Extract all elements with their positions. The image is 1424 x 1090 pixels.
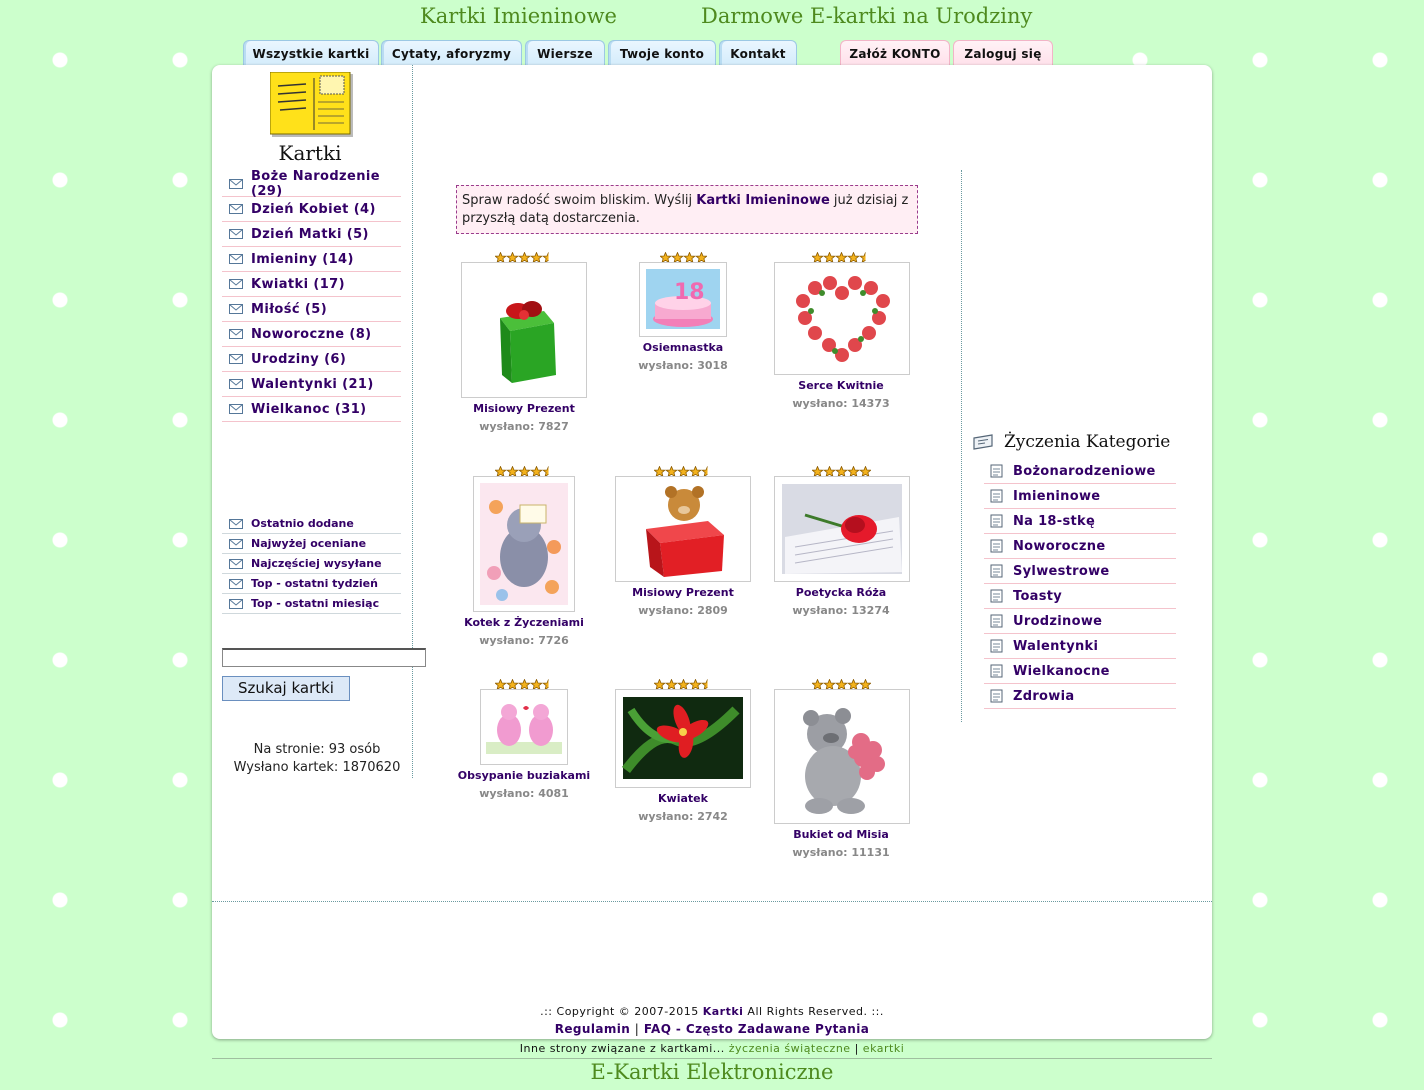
document-icon <box>990 564 1003 578</box>
ranking-item[interactable] <box>222 534 401 554</box>
star-icon <box>848 253 859 263</box>
footer-links <box>212 1022 1212 1036</box>
card-thumbnail[interactable] <box>615 689 751 788</box>
cat-card-image <box>474 477 574 611</box>
related-prefix: Inne strony związane z kartkami... <box>519 1042 725 1055</box>
star-icon <box>824 680 835 690</box>
star-icon <box>824 467 835 477</box>
tab-wiersze[interactable]: Wiersze <box>525 40 605 66</box>
related-separator: | <box>854 1042 859 1055</box>
envelope-icon <box>229 404 243 414</box>
ranking-label: Top - ostatni miesiąc <box>251 597 380 610</box>
star-icon <box>848 467 859 477</box>
footer-divider <box>212 901 1212 902</box>
card-thumbnail[interactable] <box>480 689 568 765</box>
category-item[interactable] <box>222 197 401 222</box>
card-title[interactable]: Osiemnastka <box>642 341 724 354</box>
wish-category-label: Bożonarodzeniowe <box>1013 463 1156 479</box>
copyright-brand-link[interactable]: Kartki <box>702 1005 744 1018</box>
ranking-label: Ostatnio dodane <box>251 517 354 530</box>
wish-category-item[interactable] <box>984 659 1176 684</box>
star-icon <box>812 467 823 477</box>
category-label: Kwiatki (17) <box>251 276 345 292</box>
bottom-title-link[interactable]: E-Kartki Elektroniczne <box>590 1060 834 1084</box>
intro-text-after: już dzisiaj z przyszłą datą dostarczenia. <box>462 193 909 226</box>
category-item[interactable] <box>222 272 401 297</box>
envelope-icon <box>229 379 243 389</box>
star-icon <box>848 680 859 690</box>
wish-category-label: Imieninowe <box>1013 488 1101 504</box>
star-icon <box>519 253 530 263</box>
rating-stars <box>812 248 871 259</box>
category-label: Walentynki (21) <box>251 376 374 392</box>
star-icon <box>678 680 689 690</box>
card-thumbnail[interactable] <box>774 262 910 375</box>
search-button[interactable]: Szukaj kartki <box>222 676 350 701</box>
intro-link[interactable]: Kartki Imieninowe <box>696 193 830 208</box>
main-nav <box>0 40 1424 66</box>
star-icon <box>836 680 847 690</box>
red-flower-image <box>616 690 750 787</box>
intro-text-before: Spraw radość swoim bliskim. Wyślij <box>462 193 697 208</box>
wish-category-item[interactable] <box>984 609 1176 634</box>
tab-zaloguj[interactable]: Zaloguj się <box>953 40 1053 66</box>
envelope-icon <box>229 599 243 609</box>
envelope-icon <box>229 559 243 569</box>
card-title[interactable]: Serce Kwitnie <box>798 379 884 392</box>
tab-zaloz-konto[interactable]: Załóż KONTO <box>840 40 950 66</box>
category-item[interactable] <box>222 397 401 422</box>
document-icon <box>990 589 1003 603</box>
star-icon <box>666 680 677 690</box>
star-icon <box>690 680 701 690</box>
envelope-icon <box>229 539 243 549</box>
category-item[interactable] <box>222 247 401 272</box>
star-icon <box>654 467 665 477</box>
star-icon <box>860 467 871 477</box>
intro-box <box>456 185 918 234</box>
star-icon <box>678 467 689 477</box>
left-sidebar <box>212 65 413 778</box>
star-icon <box>684 253 695 263</box>
star-icon <box>495 253 506 263</box>
star-icon <box>531 467 542 477</box>
sidebar-title: Kartki <box>278 141 342 165</box>
card-title[interactable]: Misiowy Prezent <box>473 402 575 415</box>
star-icon <box>507 680 518 690</box>
star-icon <box>507 253 518 263</box>
flower-heart-image <box>775 263 909 374</box>
copyright-after: All Rights Reserved. ::. <box>743 1005 884 1018</box>
card-title[interactable]: Poetycka Róża <box>795 586 887 599</box>
wish-category-label: Zdrowia <box>1013 688 1075 704</box>
card-sent-count: wysłano: 4081 <box>479 787 569 800</box>
envelope-icon <box>229 579 243 589</box>
category-item[interactable] <box>222 372 401 397</box>
star-icon <box>660 253 671 263</box>
star-icon <box>696 253 707 263</box>
envelope-icon <box>229 254 243 264</box>
category-label: Imieniny (14) <box>251 251 354 267</box>
card-sent-count: wysłano: 7726 <box>479 634 569 647</box>
document-icon <box>990 664 1003 678</box>
category-label: Miłość (5) <box>251 301 328 317</box>
card-title[interactable]: Kwiatek <box>658 792 708 805</box>
rules-link[interactable]: Regulamin <box>554 1022 631 1036</box>
kissing-pigs-image <box>481 690 567 764</box>
category-label: Urodziny (6) <box>251 351 347 367</box>
card-title[interactable]: Misiowy Prezent <box>632 586 734 599</box>
footer-separator: | <box>634 1022 640 1036</box>
star-icon <box>531 253 542 263</box>
category-item[interactable] <box>222 222 401 247</box>
star-icon <box>519 680 530 690</box>
card-thumbnail[interactable] <box>639 262 727 337</box>
wish-category-label: Na 18-stkę <box>1013 513 1096 529</box>
ranking-label: Najwyżej oceniane <box>251 537 367 550</box>
teddy-gift-image <box>616 477 750 581</box>
star-icon <box>690 467 701 477</box>
sent-count: Wysłano kartek: 1870620 <box>233 760 401 775</box>
envelope-icon <box>229 279 243 289</box>
card-envelope-icon <box>972 434 994 450</box>
rating-stars <box>495 462 554 473</box>
rose-image <box>775 477 909 581</box>
card-thumbnail[interactable] <box>774 689 910 824</box>
wishes-title: Życzenia Kategorie <box>1004 432 1171 452</box>
ranking-item[interactable] <box>222 514 401 534</box>
search-input[interactable] <box>222 648 426 667</box>
rating-stars <box>654 462 713 473</box>
card-thumbnail[interactable] <box>473 476 575 612</box>
wishes-list <box>984 459 1176 709</box>
ranking-label: Najczęściej wysyłane <box>251 557 382 570</box>
wish-category-item[interactable] <box>984 634 1176 659</box>
rating-stars <box>812 462 871 473</box>
document-icon <box>990 639 1003 653</box>
wish-category-item[interactable] <box>984 509 1176 534</box>
star-icon <box>507 467 518 477</box>
online-count: Na stronie: 93 osób <box>253 742 381 757</box>
document-icon <box>990 539 1003 553</box>
wish-category-item[interactable] <box>984 534 1176 559</box>
envelope-icon <box>229 204 243 214</box>
wish-category-item[interactable] <box>984 559 1176 584</box>
category-label: Wielkanoc (31) <box>251 401 367 417</box>
category-label: Dzień Kobiet (4) <box>251 201 376 217</box>
gift-box-image <box>462 263 586 397</box>
card-sent-count: wysłano: 14373 <box>792 397 890 410</box>
tab-twoje-konto[interactable]: Twoje konto <box>608 40 716 66</box>
document-icon <box>990 489 1003 503</box>
site-stats <box>212 741 422 777</box>
card-title[interactable]: Bukiet od Misia <box>793 828 889 841</box>
card-thumbnail[interactable] <box>461 262 587 398</box>
card-sent-count: wysłano: 2742 <box>638 810 728 823</box>
rating-stars <box>660 248 707 259</box>
wish-category-item[interactable] <box>984 484 1176 509</box>
wish-category-label: Sylwestrowe <box>1013 563 1110 579</box>
star-icon <box>824 253 835 263</box>
star-icon <box>836 467 847 477</box>
related-sites <box>0 1042 1424 1055</box>
ranking-item[interactable] <box>222 554 401 574</box>
ranking-list <box>222 514 401 614</box>
card-sent-count: wysłano: 2809 <box>638 604 728 617</box>
rating-stars <box>812 675 871 686</box>
card-sent-count: wysłano: 13274 <box>792 604 890 617</box>
envelope-icon <box>229 329 243 339</box>
star-icon <box>812 680 823 690</box>
wish-category-item[interactable] <box>984 684 1176 709</box>
bottom-divider <box>212 1058 1212 1059</box>
wish-category-item[interactable] <box>984 584 1176 609</box>
right-column-divider <box>961 170 963 722</box>
wish-category-label: Wielkanocne <box>1013 663 1110 679</box>
wish-category-item[interactable] <box>984 459 1176 484</box>
header-link-kartki-imieninowe[interactable]: Kartki Imieninowe <box>420 4 617 28</box>
wish-category-label: Noworoczne <box>1013 538 1106 554</box>
document-icon <box>990 614 1003 628</box>
rating-stars <box>495 248 554 259</box>
ranking-label: Top - ostatni tydzień <box>251 577 378 590</box>
star-icon <box>666 467 677 477</box>
tab-wszystkie-kartki[interactable]: Wszystkie kartki <box>243 40 379 66</box>
ranking-item[interactable] <box>222 594 401 614</box>
postcard-logo[interactable] <box>270 72 353 137</box>
svg-text:18: 18 <box>674 280 705 305</box>
wish-category-label: Toasty <box>1013 588 1063 604</box>
tab-kontakt[interactable]: Kontakt <box>719 40 797 66</box>
category-item[interactable] <box>222 297 401 322</box>
star-icon <box>812 253 823 263</box>
tab-cytaty[interactable]: Cytaty, aforyzmy <box>381 40 522 66</box>
star-icon <box>495 680 506 690</box>
envelope-icon <box>229 229 243 239</box>
star-icon <box>672 253 683 263</box>
card-thumbnail[interactable] <box>774 476 910 582</box>
envelope-icon <box>229 519 243 529</box>
category-label: Boże Narodzenie (29) <box>251 169 380 199</box>
card-title[interactable]: Kotek z Życzeniami <box>464 616 584 629</box>
birthday-cake-image <box>640 263 726 336</box>
star-icon <box>654 680 665 690</box>
header-links <box>0 4 1424 32</box>
teddy-bouquet-image <box>775 690 909 823</box>
faq-link[interactable]: FAQ - Często Zadawane Pytania <box>643 1022 870 1036</box>
content-panel <box>212 65 1212 1039</box>
category-item[interactable] <box>222 169 401 199</box>
card-sent-count: wysłano: 3018 <box>638 359 728 372</box>
category-label: Noworoczne (8) <box>251 326 372 342</box>
star-icon <box>531 680 542 690</box>
rating-stars <box>495 675 554 686</box>
ranking-item[interactable] <box>222 574 401 594</box>
envelope-icon <box>229 304 243 314</box>
document-icon <box>990 689 1003 703</box>
card-title[interactable]: Obsypanie buziakami <box>457 769 591 782</box>
star-icon <box>495 467 506 477</box>
star-icon <box>836 253 847 263</box>
star-icon <box>860 680 871 690</box>
star-icon <box>519 467 530 477</box>
document-icon <box>990 464 1003 478</box>
related-link-zyczenia[interactable]: życzenia świąteczne <box>728 1042 851 1055</box>
card-sent-count: wysłano: 11131 <box>792 846 890 859</box>
related-link-ekartki[interactable]: ekartki <box>862 1042 905 1055</box>
envelope-icon <box>229 179 243 189</box>
wish-category-label: Walentynki <box>1013 638 1099 654</box>
card-thumbnail[interactable] <box>615 476 751 582</box>
category-item[interactable] <box>222 322 401 347</box>
category-label: Dzień Matki (5) <box>251 226 369 242</box>
document-icon <box>990 514 1003 528</box>
copyright-before: .:: Copyright © 2007-2015 <box>540 1005 703 1018</box>
header-link-ekartki-urodziny[interactable]: Darmowe E-kartki na Urodziny <box>701 4 1033 28</box>
card-sent-count: wysłano: 7827 <box>479 420 569 433</box>
copyright <box>212 1005 1212 1018</box>
envelope-icon <box>229 354 243 364</box>
wish-category-label: Urodzinowe <box>1013 613 1103 629</box>
category-item[interactable] <box>222 347 401 372</box>
rating-stars <box>654 675 713 686</box>
wishes-heading <box>972 432 1170 452</box>
category-list <box>222 169 401 422</box>
